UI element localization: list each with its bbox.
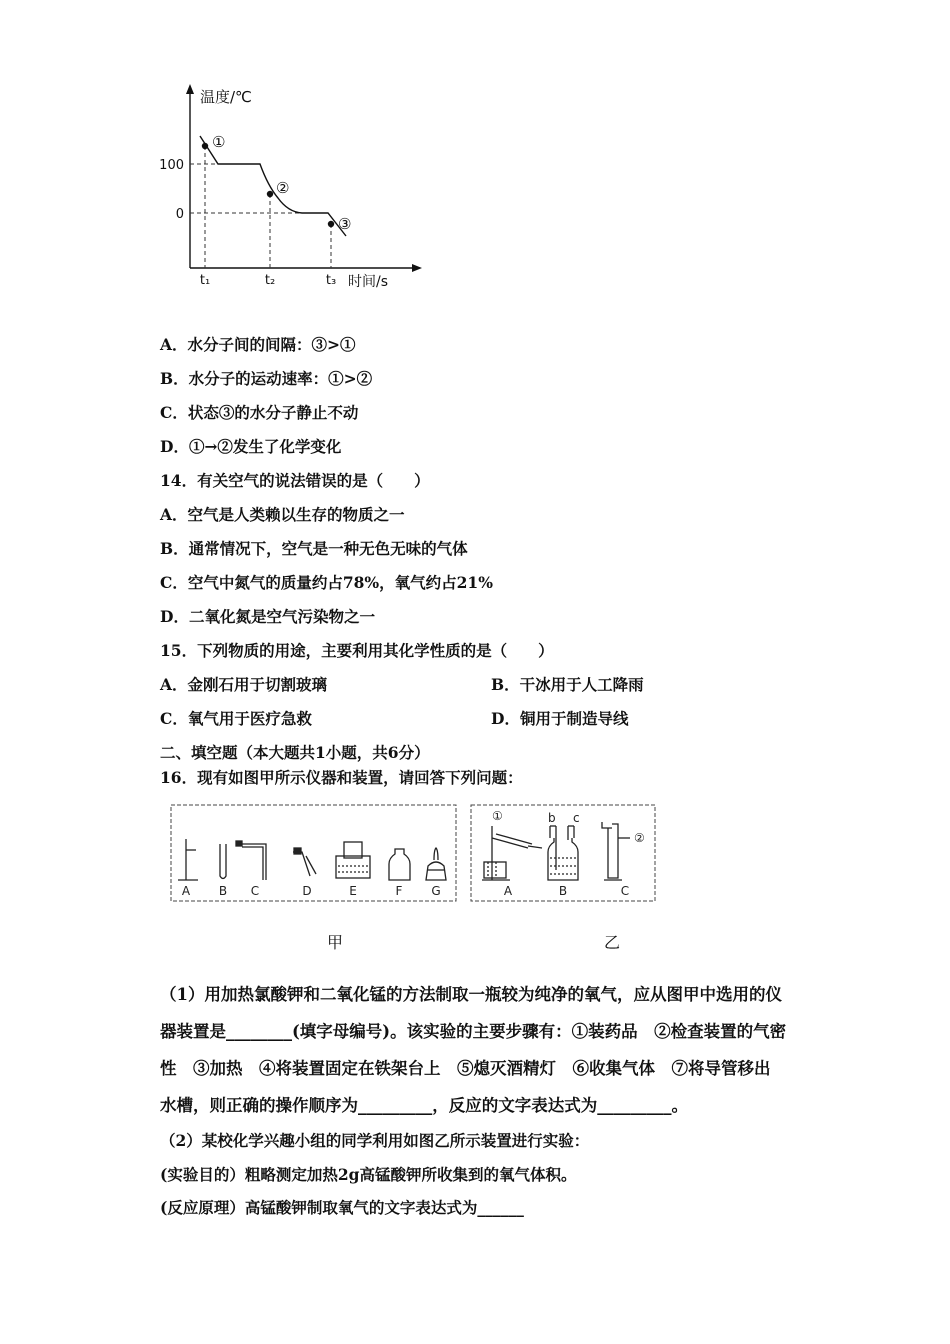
apparatus-iron-stand [178, 839, 198, 880]
q14-option-c: C．空气中氮气的质量约占78%，氧气约占21% [160, 573, 493, 592]
fig-jia-label-d: D [302, 884, 312, 898]
q15-stem: 15．下列物质的用途，主要利用其化学性质的是（ ） [160, 641, 554, 660]
fig-yi-mark-2: ② [634, 831, 645, 845]
fig-jia-label-a: A [181, 884, 191, 898]
point-1 [202, 143, 208, 149]
q16-para1-line2: 器装置是________(填字母编号)。该实验的主要步骤有：①装药品 ②检查装置的气密 [160, 1022, 787, 1041]
cooling-curve [200, 136, 346, 236]
fig-yi-label-c: C [620, 884, 630, 898]
figure-yi [470, 804, 658, 904]
x-axis-label: 时间/s [348, 274, 389, 290]
x-axis-arrow [412, 264, 422, 272]
q14-option-b: B．通常情况下，空气是一种无色无味的气体 [160, 539, 468, 558]
apparatus-test-tube [220, 844, 226, 879]
figure-jia-frame [171, 805, 456, 901]
apparatus-gas-jar [389, 849, 410, 880]
y-tick-0: 0 [175, 207, 184, 222]
q13-option-b: B．水分子的运动速率：①>② [160, 369, 373, 388]
apparatus-heating-setup [482, 826, 542, 880]
fig-yi-label-b: B [558, 884, 568, 898]
q15-option-d: D．铜用于制造导线 [491, 709, 629, 728]
point-label-2: ② [276, 179, 290, 197]
caption-jia: 甲 [327, 933, 344, 952]
q14-stem: 14．有关空气的说法错误的是（ ） [160, 471, 430, 490]
q13-option-a: A．水分子间的间隔：③>① [160, 335, 356, 354]
apparatus-washing-bottle [548, 826, 578, 880]
apparatus-water-trough [336, 842, 370, 878]
section-heading: 二、填空题（本大题共1小题，共6分） [160, 743, 430, 762]
y-tick-100: 100 [159, 158, 184, 173]
fig-jia-label-c: C [250, 884, 260, 898]
q15-option-b: B．干冰用于人工降雨 [491, 675, 644, 694]
fig-jia-label-e: E [349, 884, 357, 898]
caption-yi: 乙 [604, 933, 621, 952]
apparatus-tube-stopper [293, 848, 316, 876]
point-label-3: ③ [338, 215, 352, 233]
figure-jia [170, 804, 458, 904]
fig-yi-mark-1: ① [492, 809, 503, 823]
apparatus-graduated-cylinder [602, 822, 630, 880]
q13-option-c: C．状态③的水分子静止不动 [160, 403, 359, 422]
q14-option-d: D．二氧化氮是空气污染物之一 [160, 607, 375, 626]
point-3 [328, 221, 334, 227]
x-tick-t3: t₃ [325, 273, 337, 288]
point-label-1: ① [212, 133, 226, 151]
q14-option-a: A．空气是人类赖以生存的物质之一 [160, 505, 405, 524]
q16-para2: （2）某校化学兴趣小组的同学利用如图乙所示装置进行实验： [160, 1131, 590, 1150]
q16-para3: (实验目的）粗略测定加热2g高锰酸钾所收集到的氧气体积。 [160, 1165, 577, 1184]
temperature-time-graph [150, 78, 430, 298]
q15-option-c: C．氧气用于医疗急救 [160, 709, 312, 728]
fig-yi-label-a: A [503, 884, 513, 898]
point-2 [267, 191, 273, 197]
q16-stem: 16．现有如图甲所示仪器和装置，请回答下列问题： [160, 768, 523, 787]
y-axis-arrow [186, 84, 194, 94]
fig-jia-label-b: B [218, 884, 228, 898]
q15-option-a: A．金刚石用于切割玻璃 [160, 675, 328, 694]
apparatus-bent-tube [236, 841, 266, 880]
q16-para4: (反应原理）高锰酸钾制取氧气的文字表达式为______ [160, 1198, 524, 1217]
q16-para1-line3: 性 ③加热 ④将装置固定在铁架台上 ⑤熄灭酒精灯 ⑥收集气体 ⑦将导管移出 [160, 1059, 771, 1078]
y-axis-label: 温度/℃ [200, 88, 252, 106]
q16-para1-line4: 水槽，则正确的操作顺序为_________，反应的文字表达式为_________。 [160, 1096, 688, 1115]
x-tick-t2: t₂ [264, 273, 276, 288]
fig-yi-mark-b: b [548, 811, 556, 825]
q16-para1-line1: （1）用加热氯酸钾和二氧化锰的方法制取一瓶较为纯净的氧气，应从图甲中选用的仪 [160, 985, 782, 1004]
fig-jia-label-g: G [431, 884, 441, 898]
q13-option-d: D．①→②发生了化学变化 [160, 437, 342, 456]
fig-jia-label-f: F [395, 884, 403, 898]
fig-yi-mark-c: c [573, 811, 580, 825]
apparatus-alcohol-lamp [426, 848, 446, 880]
x-tick-t1: t₁ [199, 273, 211, 288]
